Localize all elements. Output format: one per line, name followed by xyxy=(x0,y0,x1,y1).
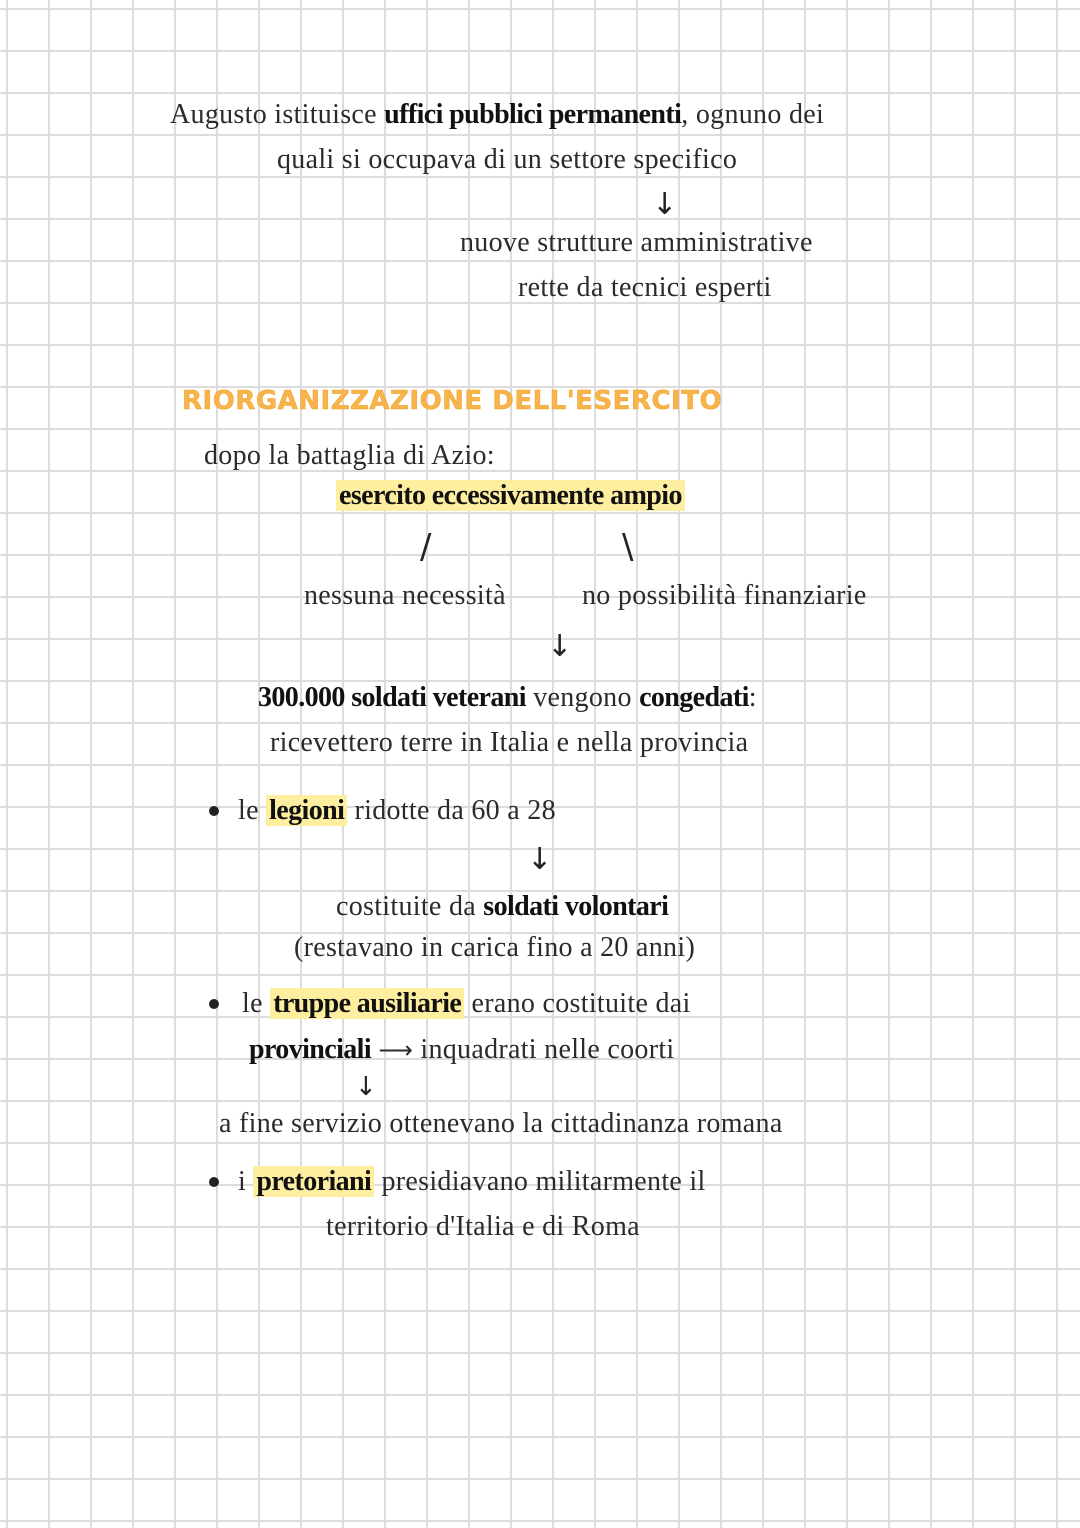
text-line: (restavano in carica fino a 20 anni) xyxy=(294,932,696,963)
text-line: quali si occupava di un settore specifico xyxy=(277,144,738,175)
bullet-text: i pretoriani presidiavano militarmente il xyxy=(238,1166,706,1197)
bullet-dot xyxy=(209,999,219,1009)
down-arrow-icon: ↓ xyxy=(527,842,553,877)
text-line: Augusto istituisce uffici pubblici permanenti, ognuno dei xyxy=(170,99,825,130)
text-line: nessuna necessità xyxy=(304,580,506,611)
bullet-text: le legioni ridotte da 60 a 28 xyxy=(238,795,556,826)
text-line: nuove strutture amministrative xyxy=(460,227,813,258)
text-line: 300.000 soldati veterani vengono congedati: xyxy=(258,682,757,713)
text-line: provinciali ⟶ inquadrati nelle coorti xyxy=(249,1034,675,1065)
diagonal-left-arrow-icon: / xyxy=(420,527,432,567)
text-line: costituite da soldati volontari xyxy=(336,891,669,922)
bullet-dot xyxy=(209,1177,219,1187)
bold-term: uffici pubblici permanenti xyxy=(384,99,682,130)
diagonal-right-arrow-icon: \ xyxy=(622,527,634,567)
text-line: a fine servizio ottenevano la cittadinanza romana xyxy=(219,1108,783,1139)
down-arrow-icon: ↓ xyxy=(547,629,573,664)
right-arrow-icon: ⟶ xyxy=(378,1036,414,1064)
down-arrow-icon: ↓ xyxy=(652,187,678,222)
text-line: territorio d'Italia e di Roma xyxy=(326,1211,640,1242)
section-title: RIORGANIZZAZIONE DELL'ESERCITO xyxy=(182,386,723,416)
down-arrow-icon: ↓ xyxy=(355,1072,377,1102)
highlighted-text: esercito eccessivamente ampio xyxy=(336,479,685,513)
text-line: rette da tecnici esperti xyxy=(518,272,772,303)
bullet-text: le truppe ausiliarie erano costituite dai xyxy=(242,988,691,1019)
bullet-dot xyxy=(209,806,219,816)
text-line: ricevettero terre in Italia e nella provincia xyxy=(270,727,749,758)
text-line: dopo la battaglia di Azio: xyxy=(204,440,495,471)
text-line: no possibilità finanziarie xyxy=(582,580,867,611)
